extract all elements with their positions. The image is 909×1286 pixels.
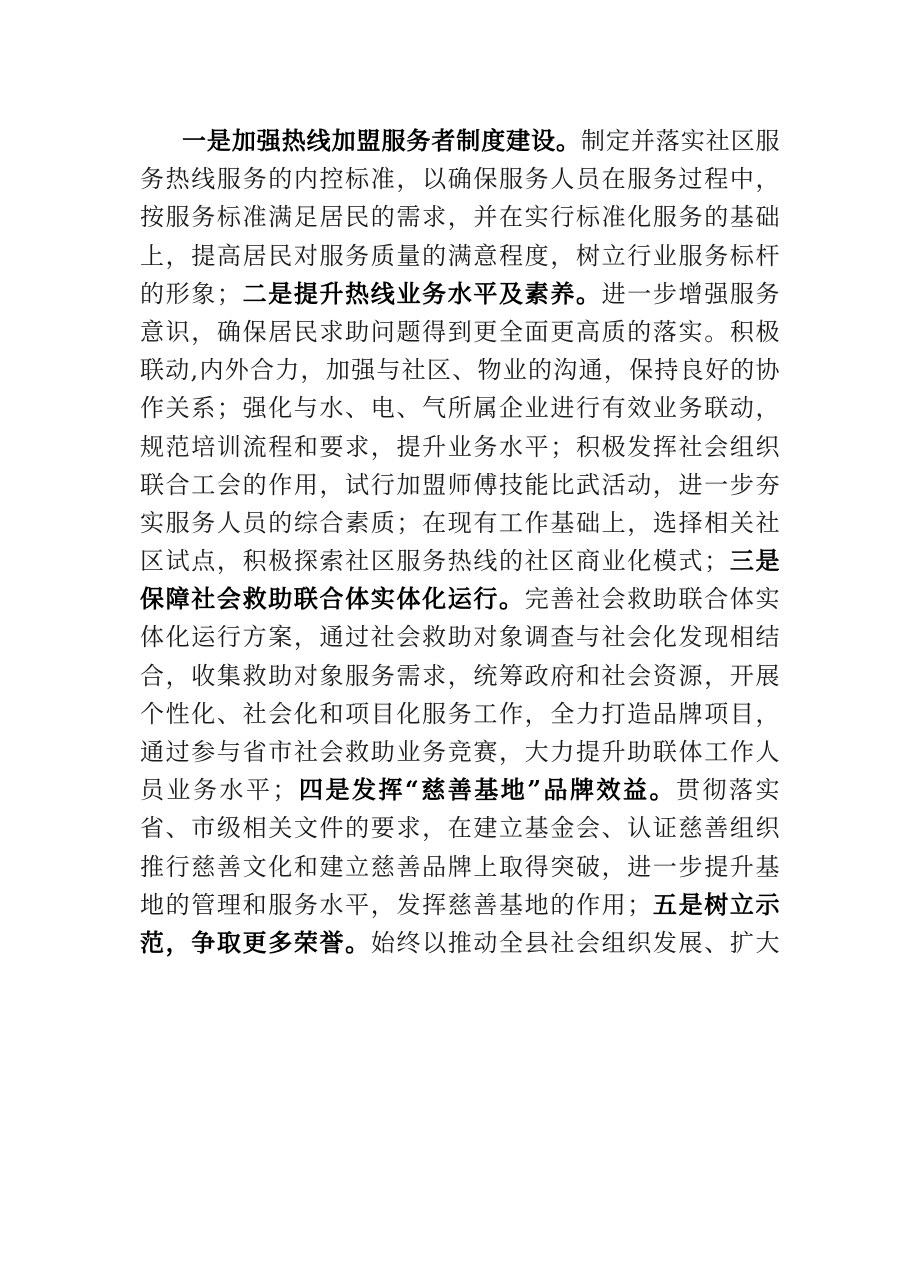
body-text: 作关系；强化与水、电、气所属企业进行有效业务联动， [140, 394, 780, 423]
body-text: 按服务标准满足居民的需求，并在实行标准化服务的基础 [140, 203, 780, 232]
body-text: 规范培训流程和要求，提升业务水平；积极发挥社会组织 [140, 432, 780, 461]
text-line [140, 924, 780, 962]
text-line [140, 351, 780, 389]
text-line [140, 122, 780, 160]
body-text: 贯彻落实 [676, 776, 781, 805]
text-line [140, 657, 780, 695]
text-line [140, 542, 780, 580]
body-text: 上，提高居民对服务质量的满意程度，树立行业服务标杆 [140, 241, 780, 270]
body-text: 联动,内外合力，加强与社区、物业的沟通，保持良好的协 [140, 356, 780, 385]
bold-heading-text: 保障社会救助联合体实体化运行。 [140, 584, 525, 614]
text-line [140, 389, 780, 427]
bold-heading-text: 三是 [728, 546, 781, 576]
bold-heading-text: 四是发挥“慈善基地”品牌效益。 [296, 775, 677, 805]
body-text: 务热线服务的内控标准，以确保服务人员在服务过程中， [140, 165, 780, 194]
body-text: 省、市级相关文件的要求，在建立基金会、认证慈善组织 [140, 814, 780, 843]
bold-heading-text: 二是提升热线业务水平及素养。 [241, 278, 602, 308]
body-text: 的形象； [140, 279, 242, 308]
body-text: 始终以推动全县社会组织发展、扩大 [370, 928, 780, 957]
body-text: 区试点，积极探索社区服务热线的社区商业化模式； [140, 547, 729, 576]
body-text: 联合工会的作用，试行加盟师傅技能比武活动，进一步夯 [140, 470, 780, 499]
body-text: 意识，确保居民求助问题得到更全面更高质的落实。积极 [140, 317, 780, 346]
text-line [140, 618, 780, 656]
text-line [140, 848, 780, 886]
text-line [140, 237, 780, 275]
body-text: 推行慈善文化和建立慈善品牌上取得突破，进一步提升基 [140, 852, 780, 881]
bold-heading-text: 范，争取更多荣誉。 [140, 927, 371, 957]
text-line [140, 313, 780, 351]
bold-heading-text: 一是加强热线加盟服务者制度建设。 [182, 126, 581, 155]
bold-heading-text: 五是树立示 [651, 889, 781, 919]
body-paragraph [140, 122, 780, 962]
body-text: 员业务水平； [140, 776, 297, 805]
body-text: 完善社会救助联合体实 [524, 585, 780, 614]
body-text: 体化运行方案，通过社会救助对象调查与社会化发现相结 [140, 623, 780, 652]
body-text: 通过参与省市社会救助业务竞赛，大力提升助联体工作人 [140, 738, 780, 766]
text-line [140, 809, 780, 847]
text-line [140, 466, 780, 504]
body-text: 个性化、社会化和项目化服务工作，全力打造品牌项目， [140, 699, 780, 728]
text-line [140, 504, 780, 542]
body-text: 制定并落实社区服 [580, 127, 781, 155]
body-text: 地的管理和服务水平，发挥慈善基地的作用； [140, 890, 652, 919]
text-line [140, 160, 780, 198]
text-line [140, 695, 780, 733]
body-text: 合，收集救助对象服务需求，统筹政府和社会资源，开展 [140, 661, 780, 690]
body-text: 实服务人员的综合素质；在现有工作基础上，选择相关社 [140, 508, 780, 537]
body-text: 进一步增强服务 [601, 279, 780, 308]
text-line [140, 275, 780, 313]
text-line [140, 771, 780, 809]
text-line [140, 886, 780, 924]
text-line [140, 580, 780, 618]
text-line [140, 198, 780, 236]
text-line [140, 428, 780, 466]
text-line [140, 733, 780, 771]
